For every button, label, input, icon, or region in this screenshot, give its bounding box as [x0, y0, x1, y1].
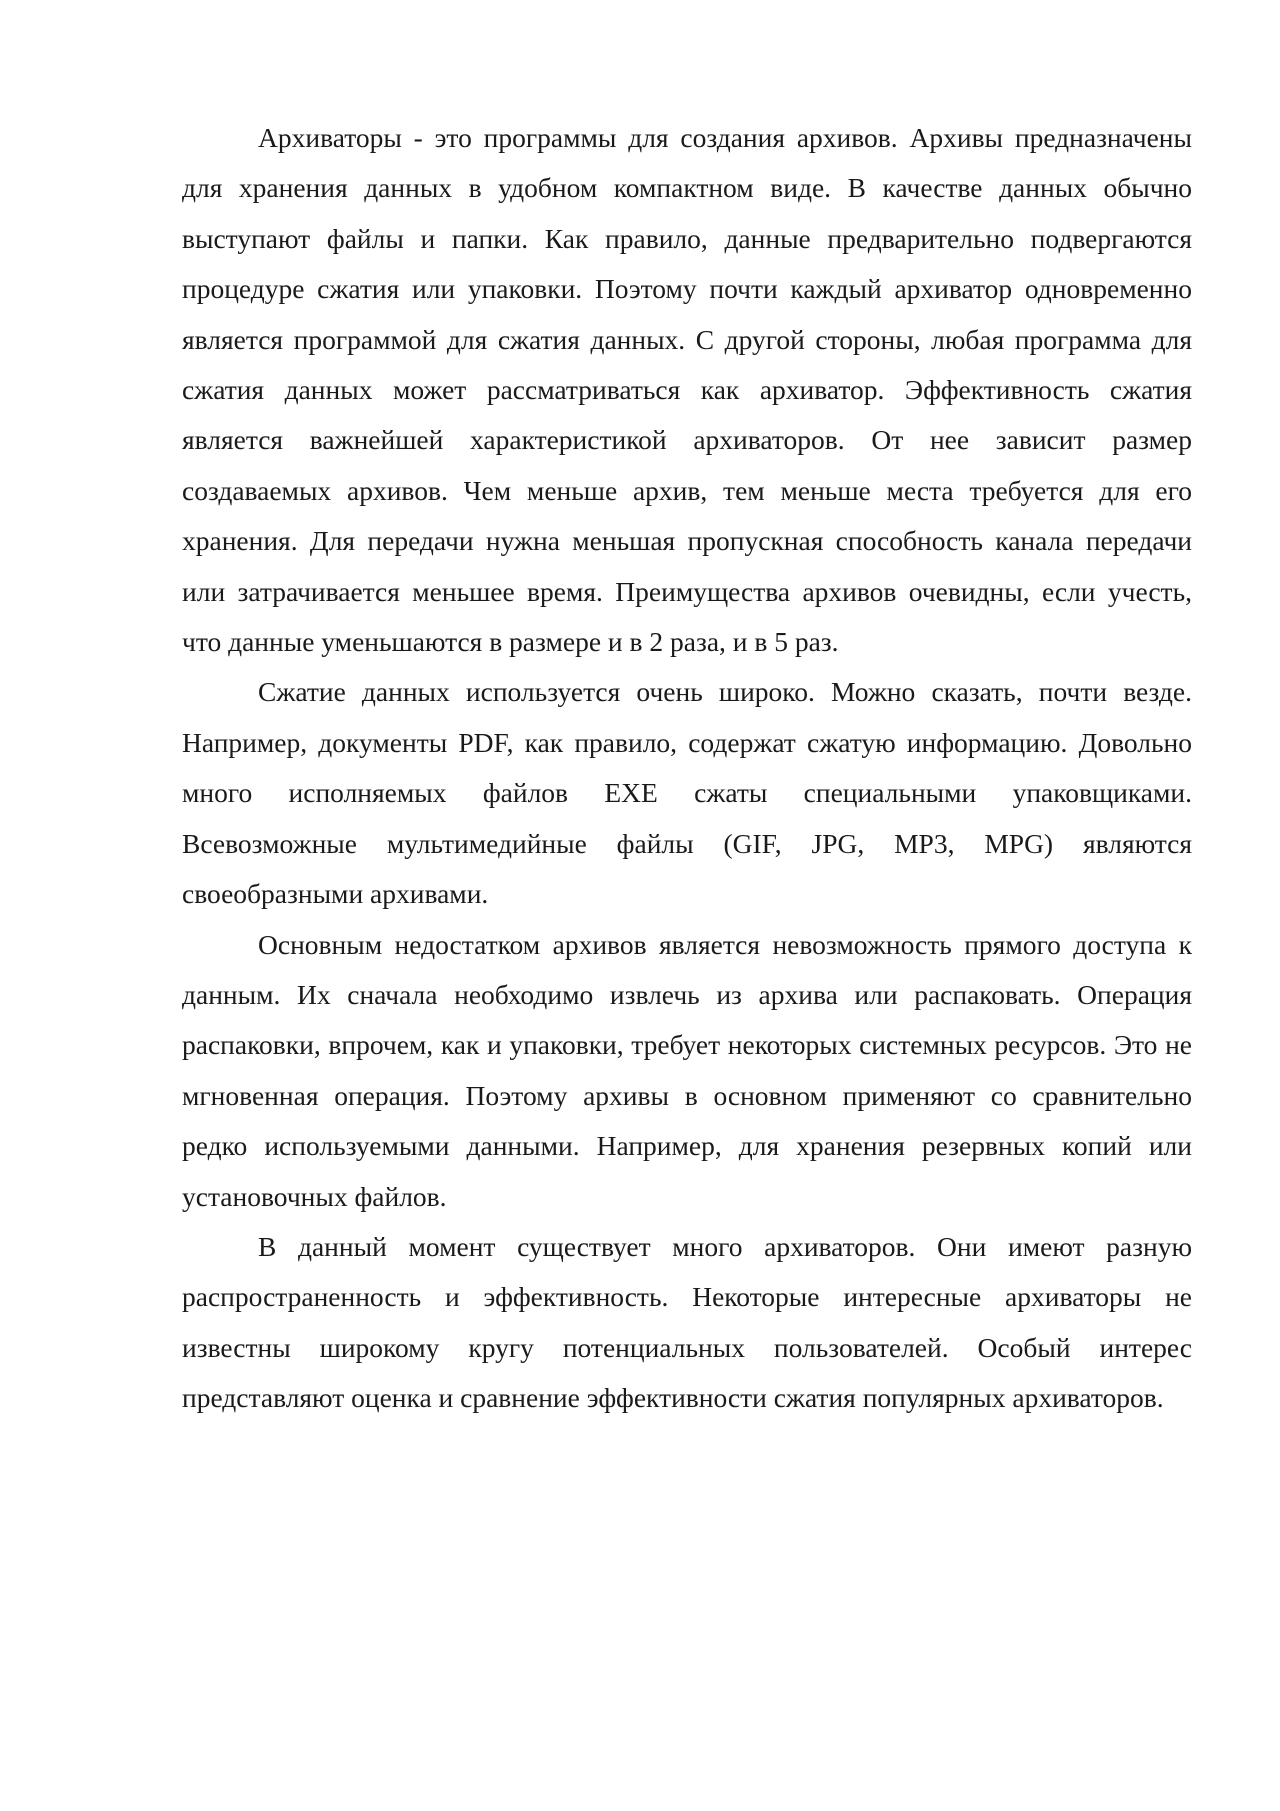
paragraph-1: Архиваторы - это программы для создания архивов. Архивы предназначены для хранения данных в удобном компактном виде. В качестве данных обычно выступают файлы и папки. Как правило, данные предварительно подвергаются процедуре сжатия или упаковки. Поэтому почти каждый архиватор одновременно является программой для сжатия данных. С другой стороны, любая программа для сжатия данных может рассматриваться как архиватор. Эффективность сжатия является важнейшей характеристикой архиваторов. От нее зависит размер создаваемых архивов. Чем меньше архив, тем меньше места требуется для его хранения. Для передачи нужна меньшая пропускная способность канала передачи или затрачивается меньшее время. Преимущества архивов очевидны, если учесть, что данные уменьшаются в размере и в 2 раза, и в 5 раз. — [182, 122, 1192, 658]
document-body — [182, 113, 1192, 1424]
paragraph-4: В данный момент существует много архиваторов. Они имеют разную распространенность и эффективность. Некоторые интересные архиваторы не известны широкому кругу потенциальных пользователей. Особый интерес представляют оценка и сравнение эффективности сжатия популярных архиваторов. — [182, 1230, 1192, 1414]
paragraph-2: Сжатие данных используется очень широко. Можно сказать, почти везде. Например, документы PDF, как правило, содержат сжатую информацию. Довольно много исполняемых файлов EXE сжаты специальными упаковщиками. Всевозможные мультимедийные файлы (GIF, JPG, MP3, MPG) являются своеобразными архивами. — [182, 676, 1192, 910]
paragraph-3: Основным недостатком архивов является невозможность прямого доступа к данным. Их сначала необходимо извлечь из архива или распаковать. Операция распаковки, впрочем, как и упаковки, требует некоторых системных ресурсов. Это не мгновенная операция. Поэтому архивы в основном применяют со сравнительно редко используемыми данными. Например, для хранения резервных копий или установочных файлов. — [182, 928, 1192, 1212]
